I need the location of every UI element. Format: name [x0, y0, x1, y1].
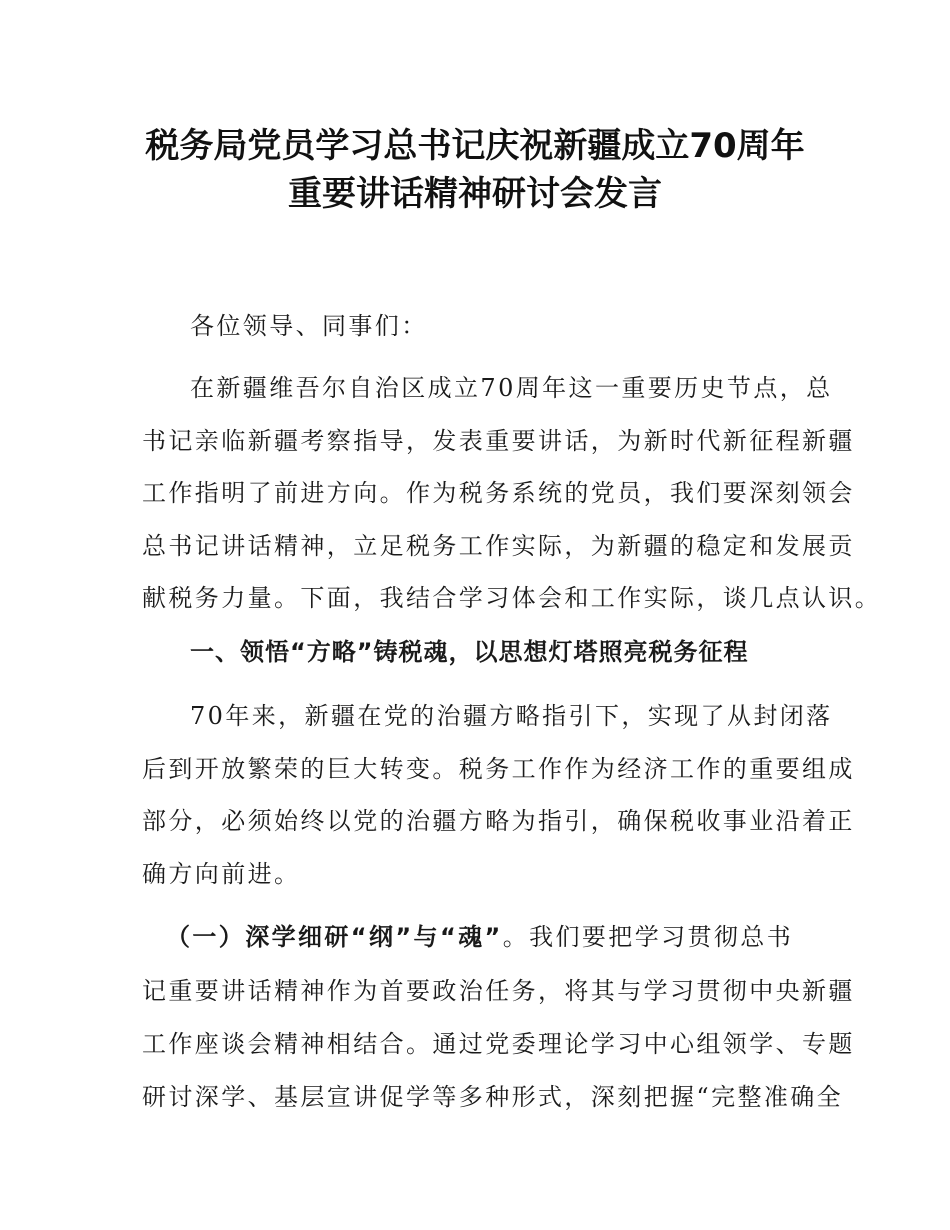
intro-line-3: 工作指明了前进方向。作为税务系统的党员，我们要深刻领会	[142, 479, 855, 507]
intro-line-4: 总书记讲话精神，立足税务工作实际，为新疆的稳定和发展贡	[142, 532, 855, 560]
subsection-1-line-3: 工作座谈会精神相结合。通过党委理论学习中心组领学、专题	[142, 1030, 855, 1058]
subsection-1-line-2: 记重要讲话精神作为首要政治任务，将其与学习贯彻中央新疆	[142, 977, 855, 1005]
greeting: 各位领导、同事们：	[190, 312, 428, 340]
subsection-1-heading: （一）深学细研“纲”与“魂”	[166, 923, 503, 951]
subsection-1-lead-text: 。我们要把学习贯彻总书	[502, 923, 794, 951]
section-1-heading: 一、领悟“方略”铸税魂，以思想灯塔照亮税务征程	[190, 638, 749, 666]
intro-line-5: 献税务力量。下面，我结合学习体会和工作实际，谈几点认识。	[142, 584, 882, 612]
intro-line-2: 书记亲临新疆考察指导，发表重要讲话，为新时代新征程新疆	[142, 427, 855, 455]
subsection-1-line-4: 研讨深学、基层宣讲促学等多种形式，深刻把握“完整准确全	[142, 1083, 844, 1111]
document-title-line-2: 重要讲话精神研讨会发言	[288, 174, 662, 214]
section-1-line-3: 部分，必须始终以党的治疆方略为指引，确保税收事业沿着正	[142, 807, 855, 835]
document-title-line-1: 税务局党员学习总书记庆祝新疆成立70周年	[145, 126, 805, 166]
section-1-line-1: 70年来，新疆在党的治疆方略指引下，实现了从封闭落	[190, 702, 833, 730]
section-1-line-4: 确方向前进。	[142, 860, 301, 888]
subsection-1-first-line	[166, 922, 793, 952]
section-1-line-2: 后到开放繁荣的巨大转变。税务工作作为经济工作的重要组成	[142, 755, 855, 783]
intro-line-1: 在新疆维吾尔自治区成立70周年这一重要历史节点，总	[190, 374, 833, 402]
